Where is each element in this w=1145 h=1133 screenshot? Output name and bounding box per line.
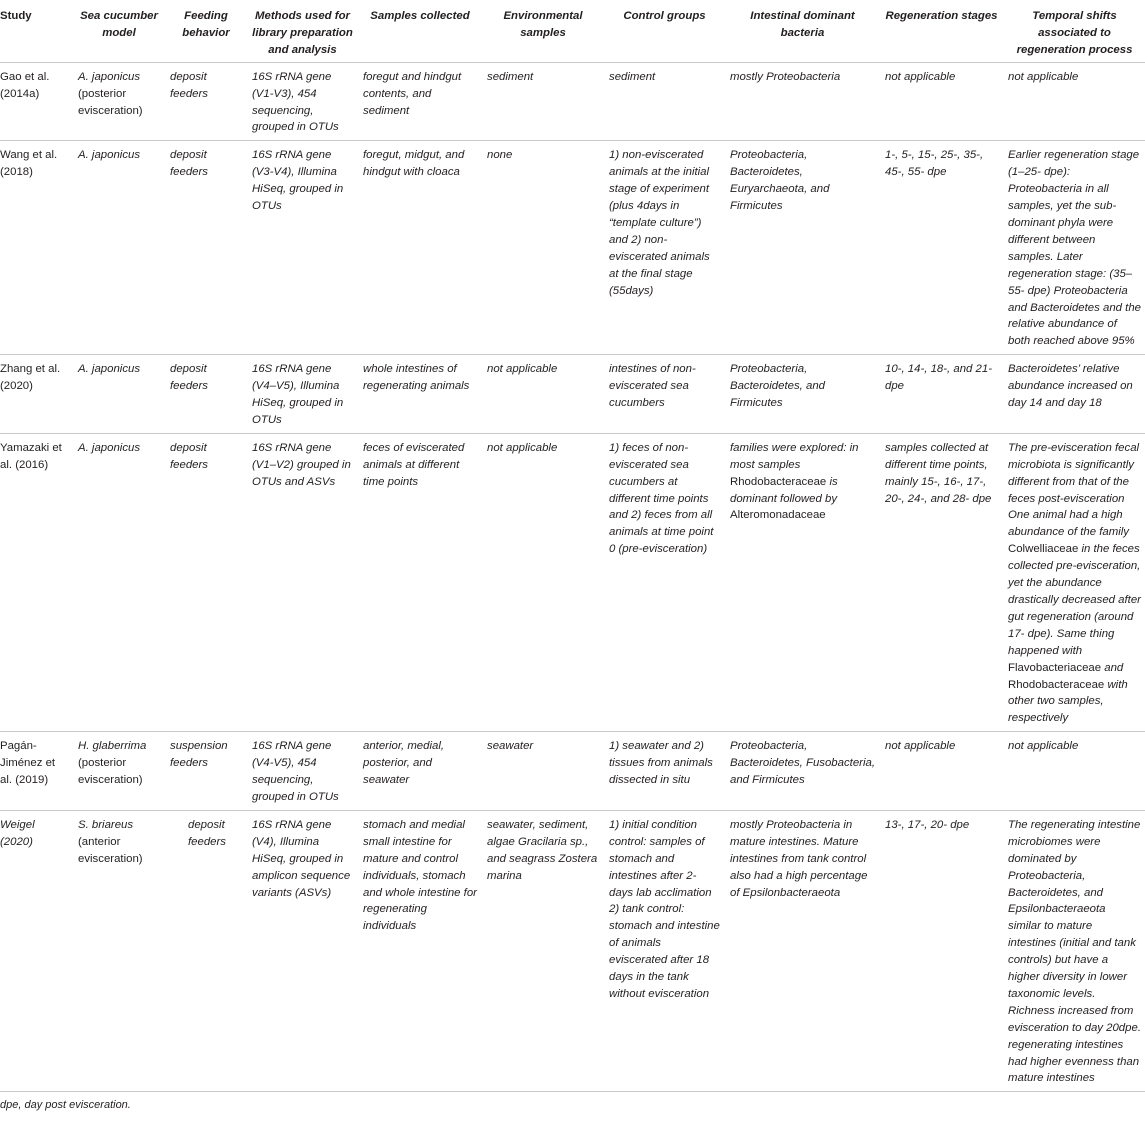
cell-environmental: sediment xyxy=(481,62,603,141)
table-row xyxy=(0,433,1145,731)
cell-bacteria: families were explored: in most samples Rhodobacteraceae is dominant followed by Alteromonadaceae xyxy=(724,433,879,731)
cell-model: A. japonicus xyxy=(72,433,164,731)
cell-model: S. briareus (anterior evisceration) xyxy=(72,810,164,1092)
header-environmental: Environmental samples xyxy=(481,3,603,62)
cell-samples: feces of eviscerated animals at different time points xyxy=(357,433,481,731)
cell-environmental: seawater, sediment, algae Gracilaria sp., and seagrass Zostera marina xyxy=(481,810,603,1092)
table-footnote: dpe, day post evisceration. xyxy=(0,1099,131,1112)
cell-control: intestines of non-eviscerated sea cucumbers xyxy=(603,355,724,434)
table-row xyxy=(0,62,1145,141)
cell-feeding: deposit feeders xyxy=(164,355,246,434)
header-bacteria: Intestinal dominant bacteria xyxy=(724,3,879,62)
cell-feeding: deposit feeders xyxy=(164,141,246,355)
cell-model: A. japonicus (posterior evisceration) xyxy=(72,62,164,141)
data-table xyxy=(0,3,1145,1092)
table-row xyxy=(0,141,1145,355)
table-row xyxy=(0,732,1145,811)
cell-environmental: seawater xyxy=(481,732,603,811)
cell-methods: 16S rRNA gene (V1–V2) grouped in OTUs and ASVs xyxy=(246,433,357,731)
cell-shifts: Bacteroidetes’ relative abundance increased on day 14 and day 18 xyxy=(1002,355,1145,434)
cell-stages: not applicable xyxy=(879,62,1002,141)
cell-stages: 13-, 17-, 20- dpe xyxy=(879,810,1002,1092)
cell-control: 1) feces of non-eviscerated sea cucumbers at different time points and 2) feces from all animals at time point 0 (pre-evisceration) xyxy=(603,433,724,731)
cell-stages: samples collected at different time points, mainly 15-, 16-, 17-, 20-, 24-, and 28- dpe xyxy=(879,433,1002,731)
cell-model: A. japonicus xyxy=(72,355,164,434)
cell-stages: 10-, 14-, 18-, and 21- dpe xyxy=(879,355,1002,434)
cell-feeding: suspension feeders xyxy=(164,732,246,811)
cell-environmental: not applicable xyxy=(481,433,603,731)
cell-samples: anterior, medial, posterior, and seawater xyxy=(357,732,481,811)
header-study: Study xyxy=(0,3,72,62)
header-model: Sea cucumber model xyxy=(72,3,164,62)
cell-bacteria: Proteobacteria, Bacteroidetes, and Firmicutes xyxy=(724,355,879,434)
cell-study: Pagán-Jiménez et al. (2019) xyxy=(0,732,72,811)
cell-model: H. glaberrima (posterior evisceration) xyxy=(72,732,164,811)
cell-control: 1) non-eviscerated animals at the initial stage of experiment (plus 4days in “template culture”) and 2) non-eviscerated animals at the final stage (55days) xyxy=(603,141,724,355)
header-control: Control groups xyxy=(603,3,724,62)
cell-shifts: not applicable xyxy=(1002,62,1145,141)
cell-shifts: not applicable xyxy=(1002,732,1145,811)
cell-environmental: none xyxy=(481,141,603,355)
cell-study: Wang et al. (2018) xyxy=(0,141,72,355)
cell-feeding: deposit feeders xyxy=(164,810,246,1092)
table-row xyxy=(0,355,1145,434)
header-samples: Samples collected xyxy=(357,3,481,62)
cell-study: Gao et al. (2014a) xyxy=(0,62,72,141)
header-feeding: Feeding behavior xyxy=(164,3,246,62)
header-row xyxy=(0,3,1145,62)
header-stages: Regeneration stages xyxy=(879,3,1002,62)
cell-control: sediment xyxy=(603,62,724,141)
cell-study: Zhang et al. (2020) xyxy=(0,355,72,434)
cell-shifts: The pre-evisceration fecal microbiota is significantly different from that of the feces post-evisceration One animal had a high abundance of the family Colwelliaceae in the feces collected pre-evisceration, yet the abundance drastically decreased after gut regeneration (around 17- dpe). Same thing happened with Flavobacteriaceae and Rhodobacteraceae with other two samples, respectively xyxy=(1002,433,1145,731)
cell-bacteria: mostly Proteobacteria in mature intestines. Mature intestines from tank control also had a high percentage of Epsilonbacteraeota xyxy=(724,810,879,1092)
cell-control: 1) initial condition control: samples of stomach and intestines after 2-days lab acclimation 2) tank control: stomach and intestine of animals eviscerated after 18 days in the tank without evisceration xyxy=(603,810,724,1092)
cell-methods: 16S rRNA gene (V3-V4), Illumina HiSeq, grouped in OTUs xyxy=(246,141,357,355)
cell-stages: 1-, 5-, 15-, 25-, 35-, 45-, 55- dpe xyxy=(879,141,1002,355)
header-methods: Methods used for library preparation and analysis xyxy=(246,3,357,62)
cell-samples: foregut and hindgut contents, and sediment xyxy=(357,62,481,141)
table-header xyxy=(0,3,1145,62)
cell-methods: 16S rRNA gene (V1-V3), 454 sequencing, grouped in OTUs xyxy=(246,62,357,141)
cell-bacteria: Proteobacteria, Bacteroidetes, Fusobacteria, and Firmicutes xyxy=(724,732,879,811)
cell-methods: 16S rRNA gene (V4), Illumina HiSeq, grouped in amplicon sequence variants (ASVs) xyxy=(246,810,357,1092)
cell-study: Weigel (2020) xyxy=(0,810,72,1092)
cell-stages: not applicable xyxy=(879,732,1002,811)
table-row xyxy=(0,810,1145,1092)
cell-shifts: The regenerating intestine microbiomes were dominated by Proteobacteria, Bacteroidetes, and Epsilonbacteraeota similar to mature intestines (initial and tank controls) but have a higher diversity in lower taxonomic levels. Richness increased from evisceration to day 20dpe. regenerating intestines had higher evenness than mature intestines xyxy=(1002,810,1145,1092)
cell-control: 1) seawater and 2) tissues from animals dissected in situ xyxy=(603,732,724,811)
cell-methods: 16S rRNA gene (V4–V5), Illumina HiSeq, grouped in OTUs xyxy=(246,355,357,434)
cell-feeding: deposit feeders xyxy=(164,433,246,731)
cell-study: Yamazaki et al. (2016) xyxy=(0,433,72,731)
cell-feeding: deposit feeders xyxy=(164,62,246,141)
table-body xyxy=(0,62,1145,1092)
cell-bacteria: mostly Proteobacteria xyxy=(724,62,879,141)
cell-shifts: Earlier regeneration stage (1–25- dpe): Proteobacteria in all samples, yet the sub-dominant phyla were different between samples. Later regeneration stage: (35–55- dpe) Proteobacteria and Bacteroidetes and the relative abundance of both reached above 95% xyxy=(1002,141,1145,355)
header-shifts: Temporal shifts associated to regeneration process xyxy=(1002,3,1145,62)
cell-model: A. japonicus xyxy=(72,141,164,355)
cell-bacteria: Proteobacteria, Bacteroidetes, Euryarchaeota, and Firmicutes xyxy=(724,141,879,355)
cell-environmental: not applicable xyxy=(481,355,603,434)
cell-samples: foregut, midgut, and hindgut with cloaca xyxy=(357,141,481,355)
cell-samples: whole intestines of regenerating animals xyxy=(357,355,481,434)
cell-methods: 16S rRNA gene (V4-V5), 454 sequencing, grouped in OTUs xyxy=(246,732,357,811)
cell-samples: stomach and medial small intestine for mature and control individuals, stomach and whole intestine for regenerating individuals xyxy=(357,810,481,1092)
